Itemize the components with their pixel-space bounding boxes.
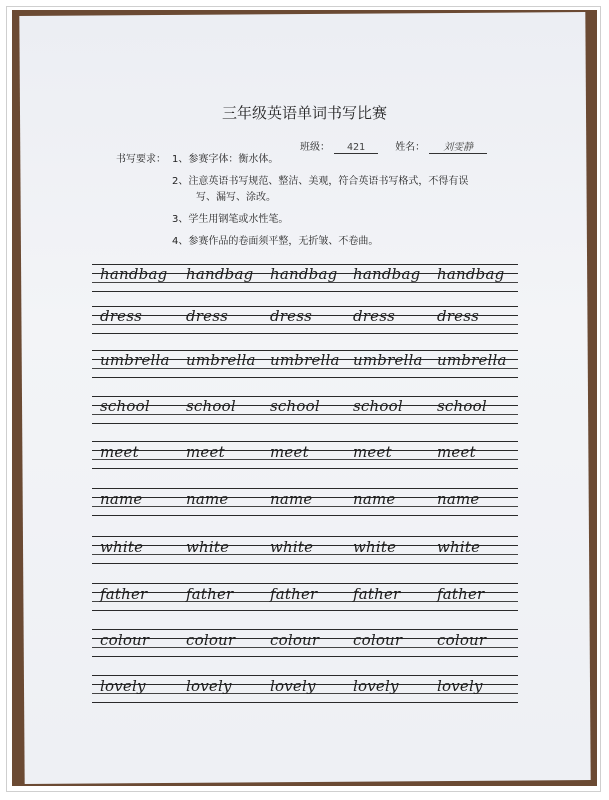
handwritten-word: handbag — [437, 265, 505, 283]
handwritten-word: colour — [270, 631, 320, 649]
requirement-3: 3、学生用钢笔或水性笔。 — [172, 214, 289, 225]
handwritten-word: father — [437, 585, 485, 603]
handwritten-word: colour — [186, 631, 236, 649]
handwritten-word: colour — [437, 631, 487, 649]
handwritten-word: colour — [353, 631, 403, 649]
class-label: 班级： — [300, 142, 330, 153]
ruled-line — [92, 536, 518, 537]
ruled-line — [92, 583, 518, 584]
worksheet-title: 三年级英语单词书写比赛 — [221, 104, 387, 122]
handwritten-word: umbrella — [353, 351, 423, 369]
handwritten-word: meet — [100, 443, 139, 461]
name-value: 刘雯静 — [429, 138, 487, 154]
requirements-label: 书写要求： — [116, 154, 166, 165]
ruled-line — [92, 333, 518, 334]
handwritten-word: dress — [437, 307, 480, 325]
ruled-line — [92, 629, 518, 630]
handwritten-word: lovely — [353, 677, 399, 695]
handwritten-word: meet — [270, 443, 309, 461]
handwritten-word: white — [186, 538, 230, 556]
handwritten-word: name — [100, 490, 143, 508]
handwritten-word: meet — [437, 443, 476, 461]
handwritten-word: name — [353, 490, 396, 508]
handwritten-word: father — [353, 585, 401, 603]
handwritten-word: father — [270, 585, 318, 603]
handwritten-word: school — [186, 397, 236, 415]
class-name-row — [300, 138, 487, 154]
handwritten-word: handbag — [353, 265, 421, 283]
handwritten-word: umbrella — [100, 351, 170, 369]
handwritten-word: meet — [353, 443, 392, 461]
handwritten-word: lovely — [100, 677, 146, 695]
handwritten-word: handbag — [270, 265, 338, 283]
handwritten-word: lovely — [186, 677, 232, 695]
handwritten-word: handbag — [100, 265, 168, 283]
name-label: 姓名： — [395, 142, 426, 153]
requirement-2: 2、注意英语书写规范、整洁、美观，符合英语书写格式，不得有误 — [172, 176, 469, 187]
handwritten-word: umbrella — [437, 351, 507, 369]
handwritten-word: lovely — [270, 677, 316, 695]
class-value: 421 — [334, 142, 378, 154]
handwritten-word: white — [437, 538, 481, 556]
handwritten-word: white — [270, 538, 314, 556]
handwritten-word: school — [270, 397, 320, 415]
handwritten-word: dress — [186, 307, 229, 325]
handwritten-word: umbrella — [186, 351, 256, 369]
handwritten-word: meet — [186, 443, 225, 461]
handwritten-word: father — [186, 585, 234, 603]
handwritten-word: handbag — [186, 265, 254, 283]
handwritten-word: white — [100, 538, 144, 556]
ruled-line — [92, 423, 518, 424]
handwritten-word: dress — [353, 307, 396, 325]
requirement-1: 1、参赛字体：衡水体。 — [172, 154, 279, 165]
ruled-line — [92, 675, 518, 676]
ruled-line — [92, 377, 518, 378]
handwritten-word: school — [353, 397, 403, 415]
handwritten-word: umbrella — [270, 351, 340, 369]
handwritten-word: dress — [100, 307, 143, 325]
ruled-line — [92, 610, 518, 611]
handwritten-word: colour — [100, 631, 150, 649]
handwritten-word: name — [186, 490, 229, 508]
requirement-2-cont: 写、漏写、涂改。 — [196, 192, 276, 203]
ruled-line — [92, 515, 518, 516]
ruled-line — [92, 702, 518, 703]
ruled-line — [92, 291, 518, 292]
handwritten-word: school — [100, 397, 150, 415]
handwritten-word: name — [270, 490, 313, 508]
handwritten-word: father — [100, 585, 148, 603]
handwritten-word: dress — [270, 307, 313, 325]
requirement-4: 4、参赛作品的卷面须平整，无折皱、不卷曲。 — [172, 236, 379, 247]
handwritten-word: name — [437, 490, 480, 508]
ruled-line — [92, 563, 518, 564]
handwritten-word: white — [353, 538, 397, 556]
ruled-line — [92, 468, 518, 469]
handwritten-word: school — [437, 397, 487, 415]
handwritten-word: lovely — [437, 677, 483, 695]
ruled-line — [92, 656, 518, 657]
